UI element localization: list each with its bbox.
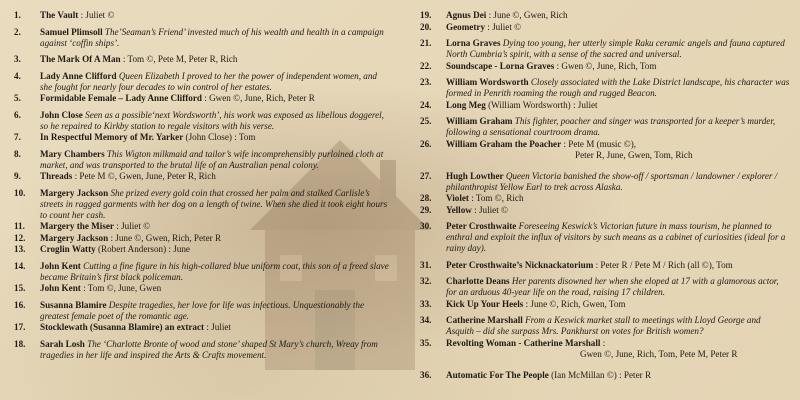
track-description: Closely associated with the Lake District landscape, his character was formed in Penrith roaming the rough and rugged Beacon. [446, 77, 790, 98]
track-text [446, 171, 790, 193]
track-title: John Close [40, 109, 83, 120]
track-number: 19. [420, 10, 432, 20]
track-description: Cutting a fine figure in his high-collared blue uniform coat, this son of a freed slave became Britain’s first black policeman. [40, 260, 389, 282]
track-title: William Graham [446, 116, 513, 126]
track-credits: : June ©, Gwen, Rich, Peter R [108, 232, 222, 243]
track-title: Revolting Woman - Catherine Marshall [446, 337, 601, 348]
track-entry [420, 10, 790, 21]
track-text [40, 149, 389, 171]
track-number: 30. [420, 221, 432, 231]
track-title: Margery the Miser [40, 221, 114, 231]
track-text [446, 276, 790, 298]
track-entry [420, 116, 790, 138]
track-entry [14, 171, 389, 182]
track-number: 10. [14, 187, 26, 198]
track-entry [420, 315, 790, 337]
track-number: 16. [14, 299, 26, 310]
track-title: The Vault [40, 10, 79, 20]
track-entry [420, 260, 790, 271]
track-entry [420, 205, 790, 216]
track-number: 14. [14, 260, 26, 271]
track-number: 3. [14, 54, 21, 64]
track-entry [14, 27, 389, 49]
track-text [40, 10, 389, 21]
track-title: Susanna Blamire [40, 299, 107, 310]
track-entry [420, 38, 790, 60]
track-number: 15. [14, 283, 26, 293]
track-number: 34. [420, 315, 432, 325]
track-credits: : June ©, Gwen, Rich [486, 10, 568, 20]
track-text [40, 221, 389, 232]
track-credits: : Tom ©, June, Gwen [80, 283, 162, 293]
track-title: William Wordsworth [446, 77, 529, 87]
track-credits: : June ©, Rich, Gwen, Tom [523, 298, 626, 309]
track-text [40, 244, 389, 255]
track-description: Seen as a possible‘next Wordsworth’, his work was exposed as libellous doggerel, so he repaired to Kirkby station to regale visitors with his verse. [40, 109, 384, 131]
track-credits: : Juliet © [78, 10, 115, 20]
track-number: 7. [14, 132, 21, 142]
track-number: 5. [14, 93, 21, 103]
track-credits: (Ian McMillan ©) : Peter R [548, 369, 652, 380]
track-entry [14, 283, 389, 294]
track-credits: : Juliet [204, 322, 231, 332]
track-title: Catherine Marshall [446, 315, 523, 325]
track-number: 1. [14, 10, 21, 20]
track-credits: : [600, 337, 606, 348]
track-description: Dying too young, her utterly simple Raku ceramic angels and fauna captured North Cumbria’s spirit, with a sense of the sacred and universal. [446, 38, 785, 59]
track-entry [420, 77, 790, 99]
track-credits: (Robert Anderson) : June [95, 244, 190, 254]
track-credits: : Peter R / Pete M / Rich (all ©), Tom [593, 259, 733, 270]
track-title: Violet [446, 193, 469, 203]
track-text [446, 10, 790, 21]
track-entry [420, 100, 790, 111]
track-entry [14, 300, 389, 322]
track-text [446, 299, 790, 310]
track-description: Foreseeing Keswick’s Victorian future in mass tourism, he planned to enthral and exploit the influx of visitors by such means as a cabinet of curiosities (ideal for a rainy day). [446, 221, 786, 253]
track-title: Kick Up Your Heels [446, 298, 524, 309]
track-entry [14, 261, 389, 283]
track-title: Lady Anne Clifford [40, 70, 117, 81]
track-text [40, 54, 389, 65]
track-title: Soundscape - Lorna Graves [446, 60, 555, 71]
track-entry [14, 71, 389, 93]
track-credits: : Juliet © [113, 221, 151, 231]
track-title: Geometry [446, 21, 486, 32]
track-credits: : Pete M ©, Gwen, June, Peter R, Rich [72, 171, 216, 181]
track-number: 13. [14, 244, 26, 254]
track-number: 18. [14, 338, 26, 349]
track-text [40, 283, 389, 294]
track-entry [14, 10, 389, 21]
track-number: 6. [14, 109, 21, 120]
track-number: 11. [14, 221, 25, 231]
track-text [40, 27, 389, 49]
track-description: Queen Victoria banished the show-off / sportsman / landowner / explorer / philanthropist Yellow Earl to trek across Alaska. [446, 170, 778, 192]
track-description: This Wigton milkmaid and tailor’s wife incomprehensibly purloined cloth at market, and was transported to the brutal life of an Australian penal colony. [40, 148, 384, 170]
track-description: This fighter, poacher and singer was transported for a keeper’s murder, following a sensational courtroom drama. [446, 116, 776, 137]
track-title: Charlotte Deans [446, 276, 510, 286]
track-title: Long Meg [446, 99, 486, 110]
track-number: 12. [14, 232, 26, 243]
track-title: The Mark Of A Man [40, 54, 121, 64]
track-credits: : Tom ©, Pete M, Peter R, Rich [120, 54, 238, 64]
track-entry [14, 132, 389, 143]
track-title: John Kent [40, 260, 81, 271]
track-text [40, 171, 389, 182]
right-column [420, 10, 790, 386]
track-text [40, 339, 389, 361]
track-credits: : Tom ©, Rich [468, 193, 524, 203]
track-number: 33. [420, 298, 432, 309]
track-credits: : Gwen ©, June, Rich, Peter R [201, 93, 315, 103]
track-entry [14, 110, 389, 132]
track-description: Her parents disowned her when she eloped at 17 with a glamorous actor, for an arduous 40-year life on the road, raising 17 children. [446, 276, 779, 297]
track-description: Despite tragedies, her love for life was infectious. Unquestionably the greatest female poet of the romantic age. [40, 299, 365, 321]
track-title: Hugh Lowther [446, 170, 504, 181]
track-number: 24. [420, 99, 432, 110]
track-entry [420, 22, 790, 33]
track-text [40, 322, 389, 333]
track-description: The’Seaman’s Friend’ invested much of his wealth and health in a campaign against ‘coffin ships’. [40, 26, 384, 48]
track-description: From a Keswick market stall to meetings with Lloyd George and Asquith – did she surpass Mrs. Pankhurst on votes for British women? [446, 315, 761, 336]
track-credits: (John Close) : Tom [183, 132, 256, 142]
track-credits: (William Wordsworth) : Juliet [485, 99, 598, 110]
track-entry [420, 193, 790, 204]
track-number: 17. [14, 322, 26, 332]
track-entry [14, 54, 389, 65]
track-text [446, 193, 790, 204]
track-title: Croglin Watty [40, 244, 96, 254]
track-number: 22. [420, 60, 432, 71]
track-text [446, 221, 790, 254]
track-title: Threads [40, 171, 73, 181]
track-number: 8. [14, 148, 21, 159]
track-number: 9. [14, 171, 21, 181]
track-description: The ‘Charlotte Bronte of wood and stone’ shaped St Mary’s church, Wreay from tragedies in her life and inspired the Arts & Crafts movement. [40, 338, 378, 360]
track-description: She prized every gold coin that crossed her palm and stalked Carlisle’s streets in ragged garments with her dog on a length of twine. When she died it took eight hours to count her cash. [40, 187, 388, 220]
track-entry [420, 338, 790, 349]
track-entry [14, 322, 389, 333]
track-number: 26. [420, 138, 432, 149]
track-credits: : Juliet © [485, 21, 522, 32]
track-number: 2. [14, 26, 21, 37]
track-text [446, 77, 790, 99]
track-text [446, 116, 790, 138]
track-text [40, 110, 389, 132]
track-number: 25. [420, 116, 432, 126]
track-number: 31. [420, 259, 432, 270]
track-credits-continuation: Peter R, June, Gwen, Tom, Rich [575, 150, 693, 160]
track-title: Sarah Losh [40, 338, 85, 349]
track-entry [14, 188, 389, 221]
track-number: 35. [420, 337, 432, 348]
track-title: Agnus Dei [446, 10, 487, 20]
track-text [40, 188, 389, 221]
track-number: 36. [420, 369, 432, 380]
track-number: 20. [420, 21, 432, 32]
track-title: Margery Jackson [40, 232, 109, 243]
track-credits: : Juliet © [471, 204, 508, 215]
track-entry [14, 93, 389, 104]
track-text [446, 338, 790, 349]
track-title: In Respectful Memory of Mr. Yarker [40, 132, 184, 142]
track-title: John Kent [40, 283, 81, 293]
track-credits: : Gwen ©, June, Rich, Tom [554, 60, 657, 71]
track-entry [420, 276, 790, 298]
track-title: Yellow [446, 204, 472, 215]
track-title: Automatic For The People [446, 369, 549, 380]
track-number: 32. [420, 276, 432, 286]
track-number: 4. [14, 70, 21, 81]
track-title: Lorna Graves [446, 38, 501, 48]
track-title: Margery Jackson [40, 187, 109, 198]
track-number: 27. [420, 170, 432, 181]
track-text [40, 132, 389, 143]
track-title: Formidable Female – Lady Anne Clifford [40, 93, 202, 103]
track-text [40, 233, 389, 244]
track-number: 28. [420, 193, 432, 203]
track-text [40, 93, 389, 104]
track-title: Samuel Plimsoll [40, 26, 103, 37]
track-entry [14, 233, 389, 244]
track-title: Stocklewath (Susanna Blamire) an extract [40, 322, 205, 332]
track-description: Queen Elizabeth I proved to her the power of independent women, and she fought for nearly four decades to win control of her estates. [40, 70, 377, 92]
track-number: 21. [420, 38, 432, 48]
track-entry [420, 171, 790, 193]
track-text [446, 370, 790, 381]
track-number: 29. [420, 204, 432, 215]
track-entry [420, 299, 790, 310]
track-number: 23. [420, 77, 432, 87]
track-text [446, 100, 790, 111]
track-entry [14, 339, 389, 361]
track-entry [420, 139, 790, 150]
track-entry [14, 244, 389, 255]
track-text [446, 61, 790, 72]
track-title: William Graham the Poacher [446, 138, 562, 149]
track-text [446, 205, 790, 216]
track-text [40, 300, 389, 322]
track-entry [14, 221, 389, 232]
track-text [446, 139, 790, 150]
left-column [14, 10, 389, 366]
track-title: Mary Chambers [40, 148, 105, 159]
track-entry [14, 149, 389, 171]
track-text [40, 261, 389, 283]
track-text [40, 71, 389, 93]
track-entry [420, 221, 790, 254]
track-text [446, 260, 790, 271]
track-title: Peter Crosthwaite [446, 221, 517, 231]
track-text [446, 315, 790, 337]
track-credits-continuation: Gwen ©, June, Rich, Tom, Pete M, Peter R [580, 349, 738, 359]
track-text [446, 22, 790, 33]
track-entry [420, 370, 790, 381]
track-entry [420, 61, 790, 72]
track-title: Peter Crosthwaite’s Nicknackatorium [446, 259, 594, 270]
track-text [446, 38, 790, 60]
track-credits: : Pete M (music ©), [561, 138, 637, 149]
